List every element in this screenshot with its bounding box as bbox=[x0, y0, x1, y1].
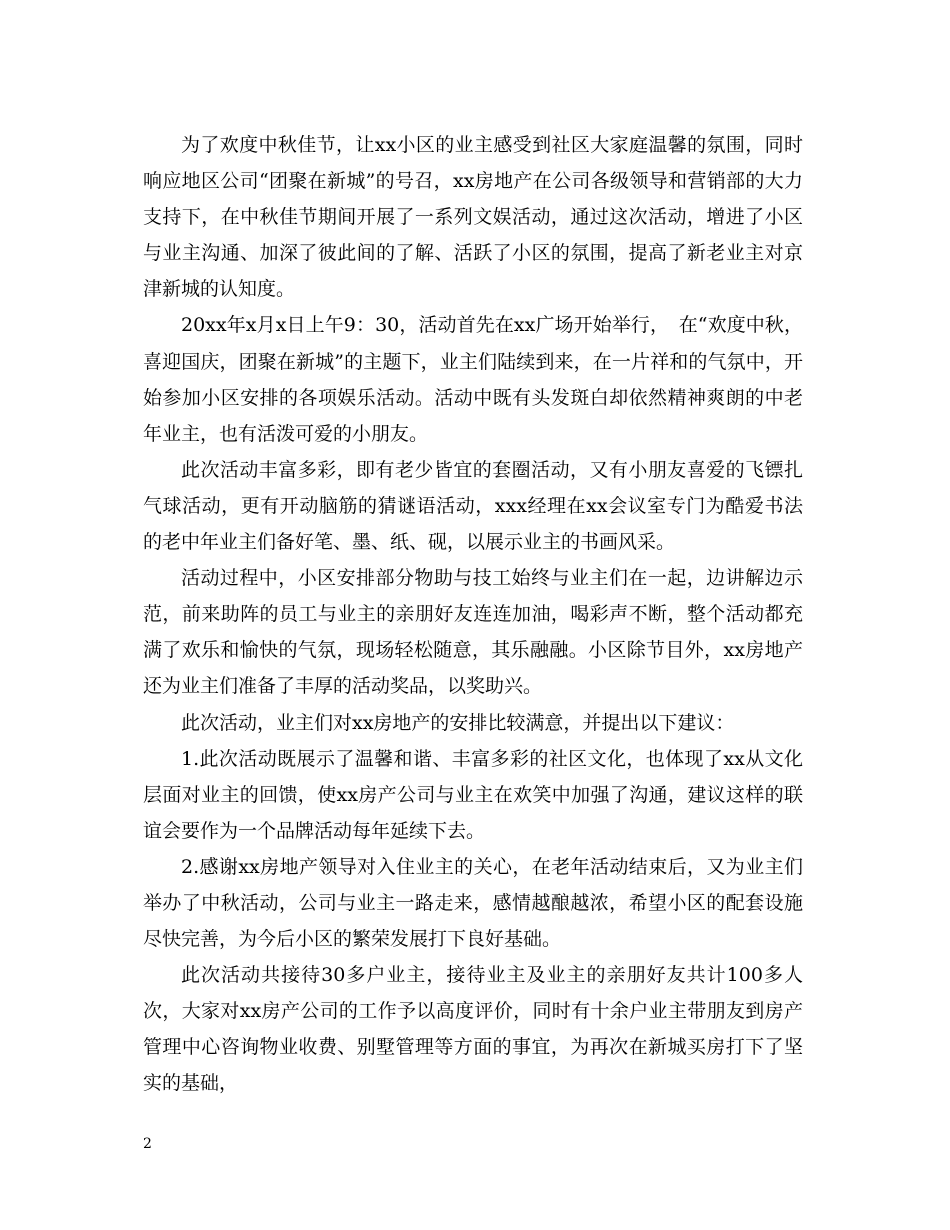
paragraph-process: 活动过程中，小区安排部分物助与技工始终与业主们在一起，边讲解边示范，前来助阵的员工与业主的亲朋好友连连加油，喝彩声不断，整个活动都充满了欢乐和愉快的气氛，现场轻松随意，其乐融融。小区除节目外，xx房地产还为业主们准备了丰厚的活动奖品，以奖助兴。 bbox=[143, 567, 803, 698]
document-body bbox=[143, 127, 803, 1102]
paragraph-feedback-intro: 此次活动，业主们对xx房地产的安排比较满意，并提出以下建议： bbox=[181, 711, 735, 734]
page-number: 2 bbox=[143, 1136, 152, 1152]
paragraph-suggestion-1: 1.此次活动既展示了温馨和谐、丰富多彩的社区文化，也体现了xx从文化层面对业主的回馈，使xx房产公司与业主在欢笑中加强了沟通，建议这样的联谊会要作为一个品牌活动每年延续下去。 bbox=[143, 747, 803, 842]
paragraph-activities: 此次活动丰富多彩，即有老少皆宜的套圈活动，又有小朋友喜爱的飞镖扎气球活动，更有开动脑筋的猜谜语活动，xxx经理在xx会议室专门为酷爱书法的老中年业主们备好笔、墨、纸、砚，以展示业主的书画风采。 bbox=[143, 458, 803, 554]
paragraph-intro: 为了欢度中秋佳节，让xx小区的业主感受到社区大家庭温馨的氛围，同时响应地区公司“团聚在新城”的号召，xx房地产在公司各级领导和营销部的大力支持下，在中秋佳节期间开展了一系列文娱活动，通过这次活动，增进了小区与业主沟通、加深了彼此间的了解、活跃了小区的氛围，提高了新老业主对京津新城的认知度。 bbox=[143, 134, 803, 301]
paragraph-summary: 此次活动共接待30多户业主，接待业主及业主的亲朋好友共计100多人次，大家对xx房产公司的工作予以高度评价，同时有十余户业主带朋友到房产管理中心咨询物业收费、别墅管理等方面的事宜，为再次在新城买房打下了坚实的基础， bbox=[143, 964, 803, 1095]
paragraph-event-start: 20xx年x月x日上午9：30，活动首先在xx广场开始举行， 在“欢度中秋，喜迎国庆，团聚在新城”的主题下，业主们陆续到来，在一片祥和的气氛中，开始参加小区安排的各项娱乐活动。活动中既有头发斑白却依然精神爽朗的中老年业主，也有活泼可爱的小朋友。 bbox=[143, 314, 803, 445]
paragraph-suggestion-2: 2.感谢xx房地产领导对入住业主的关心，在老年活动结束后，又为业主们举办了中秋活动，公司与业主一路走来，感情越酿越浓，希望小区的配套设施尽快完善，为今后小区的繁荣发展打下良好基础。 bbox=[143, 855, 803, 951]
